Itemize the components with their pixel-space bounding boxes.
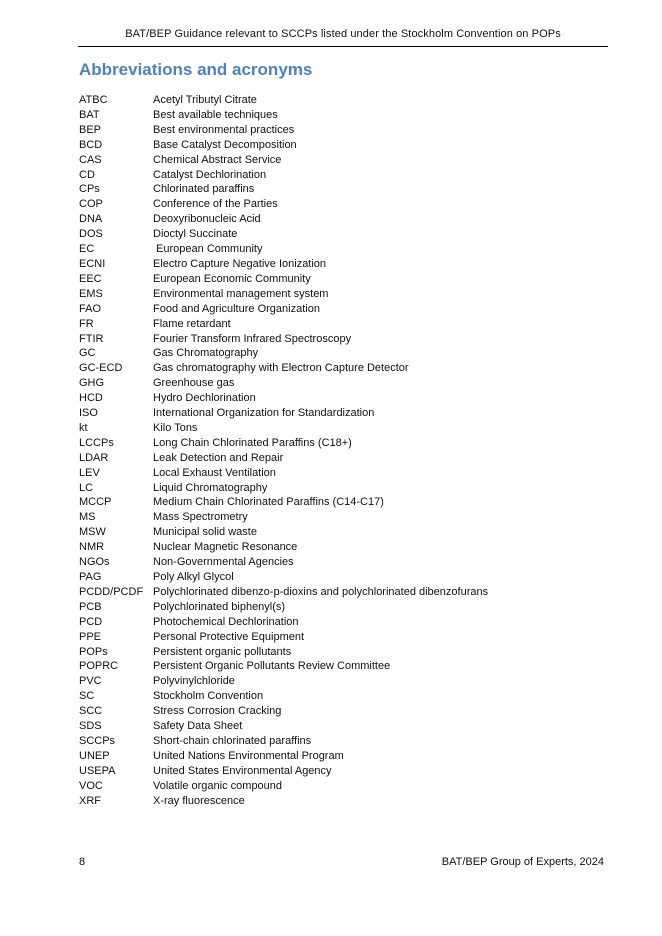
abbreviation-term: UNEP [79, 749, 110, 762]
abbreviation-definition: Acetyl Tributyl Citrate [153, 94, 257, 106]
abbreviation-term: BEP [79, 123, 102, 136]
abbreviation-row [79, 212, 599, 227]
abbreviation-term: MCCP [79, 496, 112, 509]
abbreviation-row [79, 719, 599, 734]
abbreviation-row [79, 168, 599, 183]
abbreviation-definition: Persistent Organic Pollutants Review Committee [153, 660, 391, 673]
abbreviation-term: MSW [79, 526, 106, 539]
abbreviation-row [79, 108, 599, 123]
abbreviation-term: BAT [79, 108, 100, 121]
abbreviation-term: LCCPs [79, 436, 114, 449]
abbreviation-definition: Local Exhaust Ventilation [153, 466, 276, 479]
abbreviation-term: LEV [79, 466, 100, 479]
abbreviation-row [79, 510, 599, 525]
abbreviation-definition: Medium Chain Chlorinated Paraffins (C14-C17) [153, 496, 384, 509]
abbreviation-row [79, 421, 599, 436]
abbreviation-term: ATBC [79, 94, 108, 106]
header-divider [78, 46, 608, 47]
abbreviation-term: SCC [79, 705, 103, 718]
abbreviation-term: POPs [79, 645, 108, 658]
abbreviation-definition: Non-Governmental Agencies [153, 556, 294, 569]
abbreviation-definition: Best available techniques [153, 108, 278, 121]
abbreviation-definition: Fourier Transform Infrared Spectroscopy [153, 332, 352, 345]
abbreviation-definition: Electro Capture Negative Ionization [153, 257, 327, 270]
abbreviation-term: EMS [79, 287, 103, 300]
abbreviation-row [79, 197, 599, 212]
abbreviation-term: PCB [79, 600, 102, 613]
abbreviation-term: CPs [79, 183, 100, 196]
footer-credit: BAT/BEP Group of Experts, 2024 [441, 856, 604, 868]
abbreviation-term: EC [79, 243, 95, 256]
abbreviation-term: NMR [79, 541, 105, 554]
abbreviation-definition: Environmental management system [153, 287, 329, 300]
abbreviation-row [79, 361, 599, 376]
abbreviation-definition: X-ray fluorescence [153, 794, 245, 807]
abbreviation-definition: Dioctyl Succinate [153, 228, 238, 241]
abbreviation-row [79, 272, 599, 287]
abbreviation-row [79, 376, 599, 391]
abbreviation-row [79, 704, 599, 719]
abbreviation-row [79, 749, 599, 764]
abbreviation-definition: European Economic Community [153, 272, 311, 285]
abbreviation-row [79, 93, 599, 108]
abbreviation-definition: Chemical Abstract Service [153, 153, 282, 166]
abbreviation-row [79, 764, 599, 779]
abbreviation-definition: Conference of the Parties [153, 198, 278, 211]
abbreviation-row [79, 257, 599, 272]
abbreviation-term: COP [79, 198, 103, 211]
abbreviation-row [79, 734, 599, 749]
abbreviation-row [79, 466, 599, 481]
abbreviation-definition: Leak Detection and Repair [153, 451, 284, 464]
abbreviation-row [79, 123, 599, 138]
abbreviation-row [79, 287, 599, 302]
abbreviation-definition: Gas chromatography with Electron Capture Detector [153, 362, 409, 375]
abbreviation-definition: Liquid Chromatography [153, 481, 268, 494]
abbreviation-row [79, 242, 599, 257]
abbreviation-row [79, 645, 599, 660]
abbreviation-definition: Flame retardant [153, 317, 231, 330]
abbreviation-row [79, 346, 599, 361]
abbreviation-term: SCCPs [79, 734, 116, 747]
running-header: BAT/BEP Guidance relevant to SCCPs listed under the Stockholm Convention on POPs [125, 28, 561, 40]
abbreviation-row [79, 615, 599, 630]
abbreviation-term: FR [79, 317, 94, 330]
abbreviation-row [79, 406, 599, 421]
abbreviation-definition: International Organization for Standardization [153, 407, 375, 420]
abbreviation-row [79, 451, 599, 466]
abbreviation-row [79, 689, 599, 704]
abbreviation-term: VOC [79, 779, 103, 792]
abbreviation-row [79, 540, 599, 555]
abbreviation-definition: United States Environmental Agency [153, 764, 332, 777]
abbreviation-row [79, 794, 599, 809]
abbreviation-term: EEC [79, 272, 102, 285]
abbreviation-row [79, 674, 599, 689]
abbreviation-row [79, 495, 599, 510]
abbreviation-row [79, 600, 599, 615]
abbreviation-row [79, 317, 599, 332]
abbreviation-term: BCD [79, 138, 103, 151]
abbreviation-definition: Municipal solid waste [153, 526, 257, 539]
abbreviation-term: XRF [79, 794, 101, 807]
abbreviation-list [79, 93, 599, 809]
abbreviation-definition: Polyvinylchloride [153, 675, 235, 688]
abbreviation-definition: Safety Data Sheet [153, 720, 243, 733]
abbreviation-row [79, 227, 599, 242]
abbreviation-definition: Hydro Dechlorination [153, 392, 256, 405]
abbreviation-definition: Photochemical Dechlorination [153, 615, 299, 628]
abbreviation-term: PCD [79, 615, 103, 628]
abbreviation-row [79, 153, 599, 168]
abbreviation-term: MS [79, 511, 96, 524]
abbreviation-term: CAS [79, 153, 102, 166]
abbreviation-row [79, 779, 599, 794]
abbreviation-term: NGOs [79, 556, 110, 569]
abbreviation-term: DOS [79, 228, 103, 241]
abbreviation-term: DNA [79, 213, 103, 226]
abbreviation-row [79, 332, 599, 347]
abbreviation-term: GHG [79, 377, 105, 390]
abbreviation-row [79, 182, 599, 197]
abbreviation-row [79, 525, 599, 540]
section-title: Abbreviations and acronyms [79, 60, 313, 79]
abbreviation-definition: Stress Corrosion Cracking [153, 705, 282, 718]
abbreviation-term: kt [79, 421, 88, 434]
abbreviation-term: PPE [79, 630, 102, 643]
abbreviation-row [79, 481, 599, 496]
abbreviation-term: LDAR [79, 451, 109, 464]
abbreviation-term: SC [79, 690, 95, 703]
abbreviation-term: PCDD/PCDF [79, 585, 144, 598]
abbreviation-term: ISO [79, 407, 98, 420]
abbreviation-definition: Kilo Tons [153, 421, 198, 434]
abbreviation-row [79, 391, 599, 406]
abbreviation-definition: United Nations Environmental Program [153, 749, 344, 762]
abbreviation-definition: Personal Protective Equipment [153, 630, 305, 643]
abbreviation-term: CD [79, 168, 95, 181]
abbreviation-definition: Long Chain Chlorinated Paraffins (C18+) [153, 436, 352, 449]
abbreviation-definition: European Community [153, 243, 263, 256]
abbreviation-row [79, 555, 599, 570]
abbreviation-definition: Nuclear Magnetic Resonance [153, 541, 298, 554]
abbreviation-definition: Persistent organic pollutants [153, 645, 292, 658]
abbreviation-definition: Base Catalyst Decomposition [153, 138, 297, 151]
abbreviation-term: PVC [79, 675, 102, 688]
abbreviation-term: GC [79, 347, 96, 360]
abbreviation-term: USEPA [79, 764, 116, 777]
abbreviation-row [79, 138, 599, 153]
abbreviation-definition: Stockholm Convention [153, 690, 264, 703]
abbreviation-definition: Polychlorinated biphenyl(s) [153, 600, 286, 613]
abbreviation-term: SDS [79, 720, 102, 733]
abbreviation-term: PAG [79, 571, 102, 583]
abbreviation-definition: Greenhouse gas [153, 377, 235, 390]
abbreviation-definition: Deoxyribonucleic Acid [153, 213, 261, 226]
abbreviation-row [79, 436, 599, 451]
abbreviation-row [79, 570, 599, 585]
abbreviation-row [79, 302, 599, 317]
abbreviation-definition: Chlorinated paraffins [153, 183, 255, 196]
abbreviation-definition: Short-chain chlorinated paraffins [153, 734, 312, 747]
abbreviation-definition: Food and Agriculture Organization [153, 302, 320, 315]
abbreviation-definition: Mass Spectrometry [153, 511, 248, 524]
abbreviation-definition: Gas Chromatography [153, 347, 259, 360]
abbreviation-definition: Poly Alkyl Glycol [153, 571, 234, 583]
abbreviation-definition: Best environmental practices [153, 123, 295, 136]
abbreviation-definition: Catalyst Dechlorination [153, 168, 267, 181]
page-number: 8 [79, 856, 86, 868]
abbreviation-term: POPRC [79, 660, 119, 673]
abbreviation-row [79, 585, 599, 600]
abbreviation-term: GC-ECD [79, 362, 123, 375]
abbreviation-term: ECNI [79, 257, 106, 270]
abbreviation-definition: Polychlorinated dibenzo-p-dioxins and polychlorinated dibenzofurans [153, 585, 489, 598]
abbreviation-term: HCD [79, 392, 103, 405]
abbreviation-row [79, 659, 599, 674]
abbreviation-definition: Volatile organic compound [153, 779, 283, 792]
abbreviation-row [79, 630, 599, 645]
abbreviation-term: FTIR [79, 332, 104, 345]
abbreviation-term: LC [79, 481, 94, 494]
abbreviation-term: FAO [79, 302, 102, 315]
